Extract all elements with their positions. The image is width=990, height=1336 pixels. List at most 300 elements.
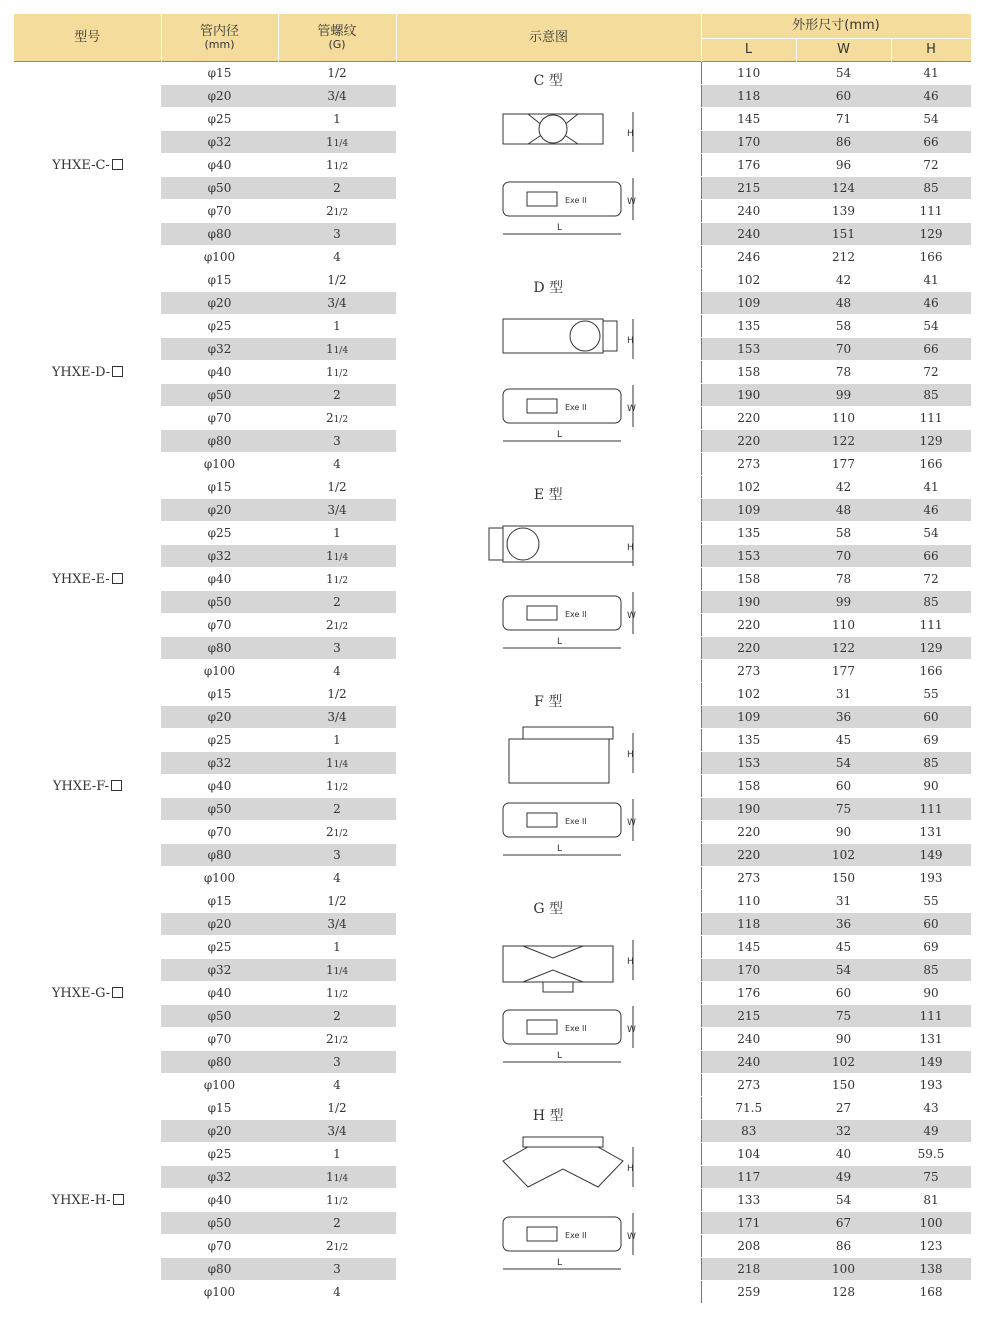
diagram-exe-label: Exe II [565, 403, 587, 412]
inner-diameter-cell: φ70 [161, 200, 278, 223]
thread-cell: 4 [278, 453, 396, 476]
model-name: YHXE-H- [51, 1192, 111, 1208]
table-row [14, 62, 971, 85]
dim-W-cell: 122 [796, 637, 891, 660]
dim-H-cell: 111 [891, 798, 971, 821]
dim-W-cell: 48 [796, 499, 891, 522]
inner-diameter-cell: φ70 [161, 1235, 278, 1258]
dim-W-cell: 212 [796, 246, 891, 269]
dim-W-cell: 60 [796, 982, 891, 1005]
dim-L-cell: 220 [701, 430, 796, 453]
thread-cell: 11/4 [278, 338, 396, 361]
dim-H-cell: 72 [891, 154, 971, 177]
dim-W-cell: 139 [796, 200, 891, 223]
thread-cell: 21/2 [278, 1235, 396, 1258]
dim-L-cell: 273 [701, 1074, 796, 1097]
dim-W-cell: 42 [796, 269, 891, 292]
dim-L-cell: 176 [701, 154, 796, 177]
dim-L-cell: 220 [701, 614, 796, 637]
inner-diameter-cell: φ20 [161, 706, 278, 729]
model-placeholder-box [112, 987, 123, 998]
thread-cell: 11/4 [278, 131, 396, 154]
inner-diameter-cell: φ32 [161, 752, 278, 775]
thread-cell: 3/4 [278, 913, 396, 936]
dim-H-cell: 85 [891, 177, 971, 200]
dim-H-cell: 41 [891, 476, 971, 499]
dim-H-cell: 49 [891, 1120, 971, 1143]
diagram-cell [396, 476, 701, 683]
dim-H-cell: 46 [891, 85, 971, 108]
thread-cell: 3/4 [278, 85, 396, 108]
inner-diameter-cell: φ15 [161, 683, 278, 706]
dim-H-cell: 100 [891, 1212, 971, 1235]
inner-diameter-cell: φ80 [161, 1258, 278, 1281]
diagram-cell [396, 683, 701, 890]
diagram-l-label: L [557, 1258, 563, 1268]
thread-cell: 3 [278, 844, 396, 867]
dim-W-cell: 100 [796, 1258, 891, 1281]
dim-H-cell: 166 [891, 246, 971, 269]
model-cell [14, 890, 161, 1097]
type-label: D 型 [533, 280, 564, 296]
thread-cell: 2 [278, 591, 396, 614]
inner-diameter-cell: φ50 [161, 798, 278, 821]
thread-cell: 1 [278, 1143, 396, 1166]
diagram-w-label: W [627, 197, 637, 207]
dim-L-cell: 83 [701, 1120, 796, 1143]
dim-L-cell: 215 [701, 1005, 796, 1028]
diagram-h-label: H [627, 750, 635, 760]
inner-diameter-cell: φ40 [161, 1189, 278, 1212]
inner-diameter-cell: φ40 [161, 982, 278, 1005]
model-cell [14, 269, 161, 476]
dim-L-cell: 176 [701, 982, 796, 1005]
thread-cell: 21/2 [278, 614, 396, 637]
dim-W-cell: 31 [796, 683, 891, 706]
inner-diameter-cell: φ25 [161, 1143, 278, 1166]
dim-H-cell: 69 [891, 936, 971, 959]
header-W: W [796, 39, 891, 62]
inner-diameter-cell: φ50 [161, 1212, 278, 1235]
dim-H-cell: 41 [891, 62, 971, 85]
dim-W-cell: 90 [796, 1028, 891, 1051]
thread-cell: 11/2 [278, 361, 396, 384]
inner-diameter-cell: φ20 [161, 913, 278, 936]
dim-L-cell: 135 [701, 522, 796, 545]
thread-cell: 11/4 [278, 752, 396, 775]
inner-diameter-cell: φ25 [161, 729, 278, 752]
dim-W-cell: 102 [796, 844, 891, 867]
dim-W-cell: 78 [796, 361, 891, 384]
dim-H-cell: 72 [891, 361, 971, 384]
type-label: H 型 [532, 1108, 564, 1124]
model-placeholder-box [112, 366, 123, 377]
dim-L-cell: 273 [701, 867, 796, 890]
inner-diameter-cell: φ20 [161, 292, 278, 315]
thread-cell: 1/2 [278, 890, 396, 913]
inner-diameter-cell: φ70 [161, 614, 278, 637]
fixture-diagram [443, 303, 653, 453]
thread-cell: 3 [278, 223, 396, 246]
diagram-w-label: W [627, 818, 637, 828]
thread-cell: 4 [278, 246, 396, 269]
thread-cell: 3 [278, 430, 396, 453]
diagram-w-label: W [627, 1232, 637, 1242]
dim-L-cell: 220 [701, 407, 796, 430]
model-name: YHXE-E- [52, 571, 110, 587]
dim-H-cell: 90 [891, 982, 971, 1005]
model-name: YHXE-G- [51, 985, 111, 1001]
dim-H-cell: 149 [891, 1051, 971, 1074]
diagram-h-label: H [627, 543, 635, 553]
dim-W-cell: 124 [796, 177, 891, 200]
thread-cell: 3/4 [278, 292, 396, 315]
diagram-l-label: L [557, 223, 563, 233]
inner-diameter-cell: φ40 [161, 775, 278, 798]
dim-L-cell: 240 [701, 1028, 796, 1051]
thread-cell: 4 [278, 660, 396, 683]
type-label: F 型 [534, 694, 563, 710]
dim-H-cell: 66 [891, 545, 971, 568]
dim-W-cell: 70 [796, 545, 891, 568]
thread-cell: 11/2 [278, 1189, 396, 1212]
model-name: YHXE-F- [52, 778, 110, 794]
thread-cell: 2 [278, 384, 396, 407]
type-label: C 型 [533, 73, 563, 89]
dim-W-cell: 71 [796, 108, 891, 131]
dim-W-cell: 110 [796, 614, 891, 637]
dim-W-cell: 40 [796, 1143, 891, 1166]
dim-L-cell: 190 [701, 384, 796, 407]
thread-cell: 1 [278, 729, 396, 752]
dim-H-cell: 85 [891, 752, 971, 775]
dim-L-cell: 102 [701, 476, 796, 499]
dim-L-cell: 153 [701, 338, 796, 361]
dim-H-cell: 168 [891, 1281, 971, 1304]
inner-diameter-cell: φ80 [161, 430, 278, 453]
thread-cell: 11/4 [278, 1166, 396, 1189]
header-H: H [891, 39, 971, 62]
dim-W-cell: 54 [796, 959, 891, 982]
dim-W-cell: 54 [796, 62, 891, 85]
thread-cell: 11/2 [278, 982, 396, 1005]
dim-W-cell: 177 [796, 660, 891, 683]
inner-diameter-cell: φ25 [161, 522, 278, 545]
model-placeholder-box [112, 159, 123, 170]
dim-L-cell: 208 [701, 1235, 796, 1258]
dim-W-cell: 45 [796, 936, 891, 959]
thread-cell: 11/4 [278, 959, 396, 982]
dim-W-cell: 31 [796, 890, 891, 913]
dim-L-cell: 273 [701, 453, 796, 476]
thread-cell: 4 [278, 1281, 396, 1304]
dim-L-cell: 246 [701, 246, 796, 269]
dim-L-cell: 102 [701, 269, 796, 292]
diagram-l-label: L [557, 637, 563, 647]
dim-H-cell: 54 [891, 522, 971, 545]
model-cell [14, 1097, 161, 1304]
dim-L-cell: 240 [701, 200, 796, 223]
thread-cell: 2 [278, 177, 396, 200]
header-diagram: 示意图 [396, 14, 701, 62]
dim-H-cell: 123 [891, 1235, 971, 1258]
diagram-h-label: H [627, 1164, 635, 1174]
dim-H-cell: 131 [891, 821, 971, 844]
thread-cell: 1 [278, 108, 396, 131]
inner-diameter-cell: φ50 [161, 591, 278, 614]
table-row [14, 476, 971, 499]
inner-diameter-cell: φ32 [161, 131, 278, 154]
inner-diameter-cell: φ70 [161, 1028, 278, 1051]
table-row [14, 890, 971, 913]
inner-diameter-cell: φ50 [161, 177, 278, 200]
dim-W-cell: 48 [796, 292, 891, 315]
thread-cell: 11/4 [278, 545, 396, 568]
dim-H-cell: 46 [891, 499, 971, 522]
dim-W-cell: 150 [796, 867, 891, 890]
dim-W-cell: 90 [796, 821, 891, 844]
dim-W-cell: 78 [796, 568, 891, 591]
dim-L-cell: 109 [701, 706, 796, 729]
thread-cell: 1 [278, 522, 396, 545]
dim-L-cell: 240 [701, 1051, 796, 1074]
fixture-diagram [443, 1131, 653, 1281]
inner-diameter-cell: φ70 [161, 821, 278, 844]
dim-L-cell: 110 [701, 890, 796, 913]
table-row [14, 269, 971, 292]
header-dimensions: 外形尺寸(mm) [701, 14, 971, 39]
dim-L-cell: 218 [701, 1258, 796, 1281]
dim-W-cell: 102 [796, 1051, 891, 1074]
diagram-cell [396, 62, 701, 269]
inner-diameter-cell: φ100 [161, 660, 278, 683]
spec-table [14, 14, 972, 1304]
dim-H-cell: 43 [891, 1097, 971, 1120]
inner-diameter-cell: φ32 [161, 545, 278, 568]
dim-H-cell: 81 [891, 1189, 971, 1212]
dim-H-cell: 166 [891, 453, 971, 476]
model-cell [14, 476, 161, 683]
fixture-diagram [443, 924, 653, 1074]
model-cell [14, 683, 161, 890]
dim-L-cell: 153 [701, 752, 796, 775]
thread-cell: 3 [278, 1051, 396, 1074]
dim-H-cell: 129 [891, 223, 971, 246]
dim-H-cell: 72 [891, 568, 971, 591]
dim-W-cell: 177 [796, 453, 891, 476]
diagram-exe-label: Exe II [565, 1024, 587, 1033]
dim-W-cell: 60 [796, 775, 891, 798]
dim-W-cell: 128 [796, 1281, 891, 1304]
model-placeholder-box [111, 780, 122, 791]
diagram-cell [396, 269, 701, 476]
inner-diameter-cell: φ20 [161, 499, 278, 522]
dim-H-cell: 85 [891, 384, 971, 407]
dim-L-cell: 190 [701, 591, 796, 614]
dim-L-cell: 158 [701, 775, 796, 798]
thread-cell: 1 [278, 936, 396, 959]
dim-W-cell: 49 [796, 1166, 891, 1189]
dim-H-cell: 193 [891, 867, 971, 890]
inner-diameter-cell: φ80 [161, 844, 278, 867]
diagram-w-label: W [627, 404, 637, 414]
dim-H-cell: 111 [891, 200, 971, 223]
diagram-h-label: H [627, 957, 635, 967]
dim-L-cell: 110 [701, 62, 796, 85]
dim-H-cell: 138 [891, 1258, 971, 1281]
dim-W-cell: 70 [796, 338, 891, 361]
dim-H-cell: 69 [891, 729, 971, 752]
dim-W-cell: 45 [796, 729, 891, 752]
dim-W-cell: 110 [796, 407, 891, 430]
dim-H-cell: 111 [891, 614, 971, 637]
dim-W-cell: 122 [796, 430, 891, 453]
dim-L-cell: 118 [701, 913, 796, 936]
dim-H-cell: 193 [891, 1074, 971, 1097]
table-row [14, 1097, 971, 1120]
inner-diameter-cell: φ100 [161, 453, 278, 476]
header-thread: 管螺纹 (G) [278, 14, 396, 62]
dim-L-cell: 153 [701, 545, 796, 568]
diagram-w-label: W [627, 1025, 637, 1035]
dim-H-cell: 59.5 [891, 1143, 971, 1166]
dim-L-cell: 102 [701, 683, 796, 706]
dim-L-cell: 273 [701, 660, 796, 683]
inner-diameter-cell: φ40 [161, 361, 278, 384]
dim-H-cell: 131 [891, 1028, 971, 1051]
inner-diameter-cell: φ32 [161, 959, 278, 982]
inner-diameter-cell: φ100 [161, 246, 278, 269]
inner-diameter-cell: φ100 [161, 1281, 278, 1304]
thread-cell: 4 [278, 1074, 396, 1097]
dim-H-cell: 90 [891, 775, 971, 798]
dim-W-cell: 54 [796, 1189, 891, 1212]
inner-diameter-cell: φ40 [161, 568, 278, 591]
dim-H-cell: 54 [891, 108, 971, 131]
dim-W-cell: 54 [796, 752, 891, 775]
type-label: G 型 [533, 901, 564, 917]
dim-W-cell: 150 [796, 1074, 891, 1097]
dim-L-cell: 71.5 [701, 1097, 796, 1120]
inner-diameter-cell: φ100 [161, 867, 278, 890]
type-label: E 型 [533, 487, 563, 503]
dim-L-cell: 145 [701, 936, 796, 959]
dim-W-cell: 67 [796, 1212, 891, 1235]
thread-cell: 21/2 [278, 200, 396, 223]
inner-diameter-cell: φ25 [161, 936, 278, 959]
dim-L-cell: 190 [701, 798, 796, 821]
fixture-diagram [443, 96, 653, 246]
diagram-exe-label: Exe II [565, 610, 587, 619]
thread-cell: 2 [278, 1005, 396, 1028]
dim-L-cell: 117 [701, 1166, 796, 1189]
thread-cell: 11/2 [278, 154, 396, 177]
diagram-exe-label: Exe II [565, 196, 587, 205]
inner-diameter-cell: φ32 [161, 338, 278, 361]
dim-H-cell: 85 [891, 959, 971, 982]
inner-diameter-cell: φ15 [161, 476, 278, 499]
dim-L-cell: 170 [701, 131, 796, 154]
inner-diameter-cell: φ80 [161, 223, 278, 246]
diagram-h-label: H [627, 336, 635, 346]
dim-H-cell: 60 [891, 706, 971, 729]
diagram-cell [396, 890, 701, 1097]
diagram-h-label: H [627, 129, 635, 139]
dim-L-cell: 109 [701, 292, 796, 315]
dim-W-cell: 75 [796, 1005, 891, 1028]
header-inner-diameter: 管内径 (mm) [161, 14, 278, 62]
thread-cell: 1/2 [278, 62, 396, 85]
inner-diameter-cell: φ15 [161, 62, 278, 85]
dim-H-cell: 66 [891, 338, 971, 361]
diagram-exe-label: Exe II [565, 1231, 587, 1240]
thread-cell: 3/4 [278, 499, 396, 522]
table-row [14, 683, 971, 706]
dim-L-cell: 118 [701, 85, 796, 108]
dim-H-cell: 66 [891, 131, 971, 154]
fixture-diagram [443, 510, 653, 660]
inner-diameter-cell: φ40 [161, 154, 278, 177]
diagram-l-label: L [557, 430, 563, 440]
thread-cell: 21/2 [278, 821, 396, 844]
dim-L-cell: 220 [701, 637, 796, 660]
inner-diameter-cell: φ32 [161, 1166, 278, 1189]
thread-cell: 21/2 [278, 407, 396, 430]
inner-diameter-cell: φ15 [161, 269, 278, 292]
inner-diameter-cell: φ20 [161, 1120, 278, 1143]
thread-cell: 1 [278, 315, 396, 338]
thread-cell: 21/2 [278, 1028, 396, 1051]
dim-W-cell: 42 [796, 476, 891, 499]
dim-H-cell: 129 [891, 430, 971, 453]
dim-L-cell: 158 [701, 361, 796, 384]
dim-L-cell: 135 [701, 729, 796, 752]
inner-diameter-cell: φ15 [161, 1097, 278, 1120]
thread-cell: 4 [278, 867, 396, 890]
thread-cell: 3 [278, 637, 396, 660]
dim-L-cell: 135 [701, 315, 796, 338]
dim-L-cell: 133 [701, 1189, 796, 1212]
inner-diameter-cell: φ25 [161, 108, 278, 131]
dim-W-cell: 86 [796, 131, 891, 154]
thread-cell: 1/2 [278, 269, 396, 292]
dim-H-cell: 85 [891, 591, 971, 614]
thread-cell: 2 [278, 798, 396, 821]
dim-H-cell: 149 [891, 844, 971, 867]
header-L: L [701, 39, 796, 62]
thread-cell: 11/2 [278, 775, 396, 798]
dim-L-cell: 259 [701, 1281, 796, 1304]
thread-cell: 1/2 [278, 476, 396, 499]
inner-diameter-cell: φ80 [161, 637, 278, 660]
model-name: YHXE-C- [52, 157, 110, 173]
model-placeholder-box [112, 573, 123, 584]
inner-diameter-cell: φ70 [161, 407, 278, 430]
dim-L-cell: 109 [701, 499, 796, 522]
dim-W-cell: 96 [796, 154, 891, 177]
dim-W-cell: 99 [796, 591, 891, 614]
thread-cell: 1/2 [278, 1097, 396, 1120]
dim-W-cell: 75 [796, 798, 891, 821]
dim-H-cell: 41 [891, 269, 971, 292]
inner-diameter-cell: φ80 [161, 1051, 278, 1074]
thread-cell: 1/2 [278, 683, 396, 706]
diagram-cell [396, 1097, 701, 1304]
dim-L-cell: 170 [701, 959, 796, 982]
inner-diameter-cell: φ100 [161, 1074, 278, 1097]
dim-W-cell: 58 [796, 522, 891, 545]
dim-W-cell: 27 [796, 1097, 891, 1120]
